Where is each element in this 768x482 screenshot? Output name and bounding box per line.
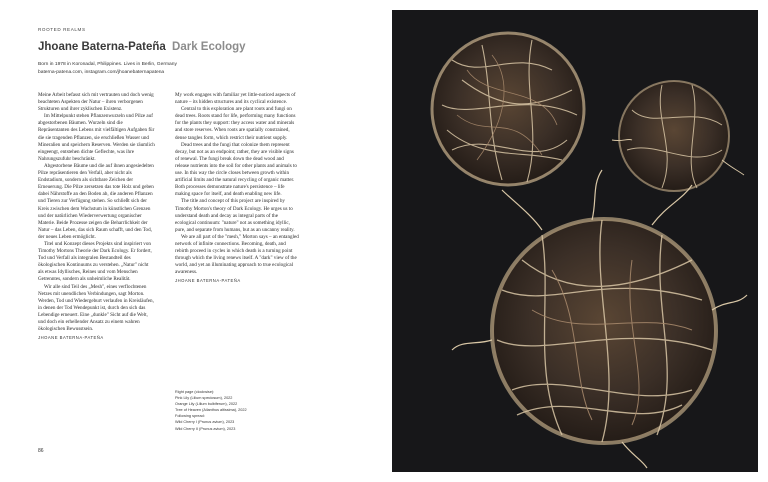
caption-line: Pink Lily (Lilium speciosum), 2022 [175, 396, 233, 401]
root-ball-pink-lily [432, 33, 584, 185]
page-number: 86 [38, 448, 44, 454]
german-paragraph: Wir alle sind Teil des „Mesh", eines verflochtenen Netzes mit unendlichen Verbindungen, sagt Morton. Werden, Tod und Wiedergeburt verlaufen in Kreisläufen, in denen der Tod Wendepunkt ist, durch den sich das Lebendige erneuert. Eine „dunkle" Sicht auf die Welt, und doch ein erhellender Ansatz zu einem wahren ökologischen Bewusstsein. [38, 283, 154, 333]
work-title: Dark Ecology [172, 41, 246, 53]
root-ball-illustration [392, 10, 758, 472]
caption-line: Following spread: [175, 414, 205, 419]
caption-line: Wild Cherry II (Prunus avium), 2023 [175, 426, 236, 431]
signature-german: JHOANE BATERNA-PATEÑA [38, 335, 104, 341]
german-paragraph: Meine Arbeit befasst sich mit vertrauten und doch wenig beachteten Aspekten der Natur – ihren verborgenen Strukturen und ihrer zyklischen Existenz. [38, 92, 154, 113]
bio-links: baterna-patena.com, instagram.com/jhoanebaternapatena [38, 69, 165, 75]
german-paragraph: Im Mittelpunkt stehen Pflanzenwurzeln und Pilze auf abgestorbenen Bäumen. Wurzeln sind die Repräsentanten des Lebens mit vielfältigen Aufgaben für die sie tragenden Pflanzen, sie erschließen Wasser und Mineralien und speichern Reserven. Werden sie räumlich eingeengt, entstehen dichte Geflechte, was ihre Nahrungszufuhr beschränkt. [38, 113, 155, 162]
english-text-column [175, 92, 299, 285]
artist-bio [38, 61, 258, 76]
english-paragraph: Central to this exploration are plant roots and fungi on dead trees. Roots stand for life, performing many functions for the plants they support: they access water and minerals and store reserves. When roots are spatially constrained, dense tangles form, which restrict their nutrient supply. [175, 106, 296, 141]
signature-english: JHOANE BATERNA-PATEÑA [175, 278, 241, 284]
caption-line: Wild Cherry I (Prunus avium), 2023 [175, 420, 235, 425]
section-label: ROOTED REALMS [38, 27, 86, 32]
image-captions [175, 389, 305, 432]
article-title [38, 41, 246, 54]
german-text-column [38, 92, 155, 341]
german-paragraph: Titel und Konzept dieses Projekts sind inspiriert von Timothy Mortons Theorie der Dark Ecology. Er fordert, Tod und Verfall als integralen Bestandteil des ökologischen Kontinuums zu verstehen. „Natur" nicht als etwas Idyllisches, Reines und vom Menschen Getrenntes, sondern als unheimliche Realität. [38, 240, 152, 283]
artist-name: Jhoane Baterna-Pateña [38, 41, 166, 53]
root-ball-orange-lily [612, 81, 744, 191]
english-paragraph: We are all part of the "mesh," Morton says – an entangled network of infinite connections. Becoming, death, and rebirth proceed in cycles in which death is a turning point through which the living renews itself. A "dark" view of the world, and yet an illuminating approach to true ecological awareness. [175, 233, 299, 276]
caption-line: Tree of Heaven (Ailanthus altissima), 2022 [175, 408, 247, 413]
root-ball-tree-of-heaven [452, 170, 747, 468]
bio-line: Born in 1978 in Koronadal, Philippines. Lives in Berlin, Germany [38, 62, 177, 67]
german-paragraph: Abgestorbene Bäume und die auf ihnen angesiedelten Pilze repräsentieren den Verfall, aber nicht als Endstadium, sondern als sichtbare Zeichen der Erneuerung. Die Pilze zersetzen das tote Holz und geben dabei Nährstoffe an den Boden ab, die anderen Pflanzen und Tieren zur Verfügung stehen. So schließt sich der Kreis zwischen dem Wachstum in künstlichen Grenzen und der natürlichen Wiederverwertung organischer Materie. Beide Prozesse zeigen die Beharrlichkeit der Natur – das Leben, das sich Raum schafft, und den Tod, der neues Leben ermöglicht. [38, 162, 154, 240]
english-paragraph: The title and concept of this project are inspired by Timothy Morton's theory of Dark Ecology. He urges us to understand death and decay as integral parts of the ecological continuum: "nature" not as something idyllic, pure, and separate from humans, but as an uncanny reality. [175, 198, 295, 233]
english-paragraph: Dead trees and the fungi that colonize them represent decay, but not as an endpoint; rather, they are visible signs of renewal. The fungi break down the dead wood and release nutrients into the soil for other plants and animals to use. In this way the circle closes between growth within artificial limits and the natural recycling of organic matter. Both processes demonstrate nature's persistence – life making space for itself, and death enabling new life. [175, 141, 297, 198]
caption-line: Right page (clockwise): [175, 390, 215, 394]
root-ball-photograph [392, 10, 758, 472]
caption-line: Orange Lily (Lilium bulbiferum), 2022 [175, 402, 238, 407]
english-paragraph: My work engages with familiar yet little-noticed aspects of nature – its hidden structures and its cyclical existence. [175, 92, 296, 106]
